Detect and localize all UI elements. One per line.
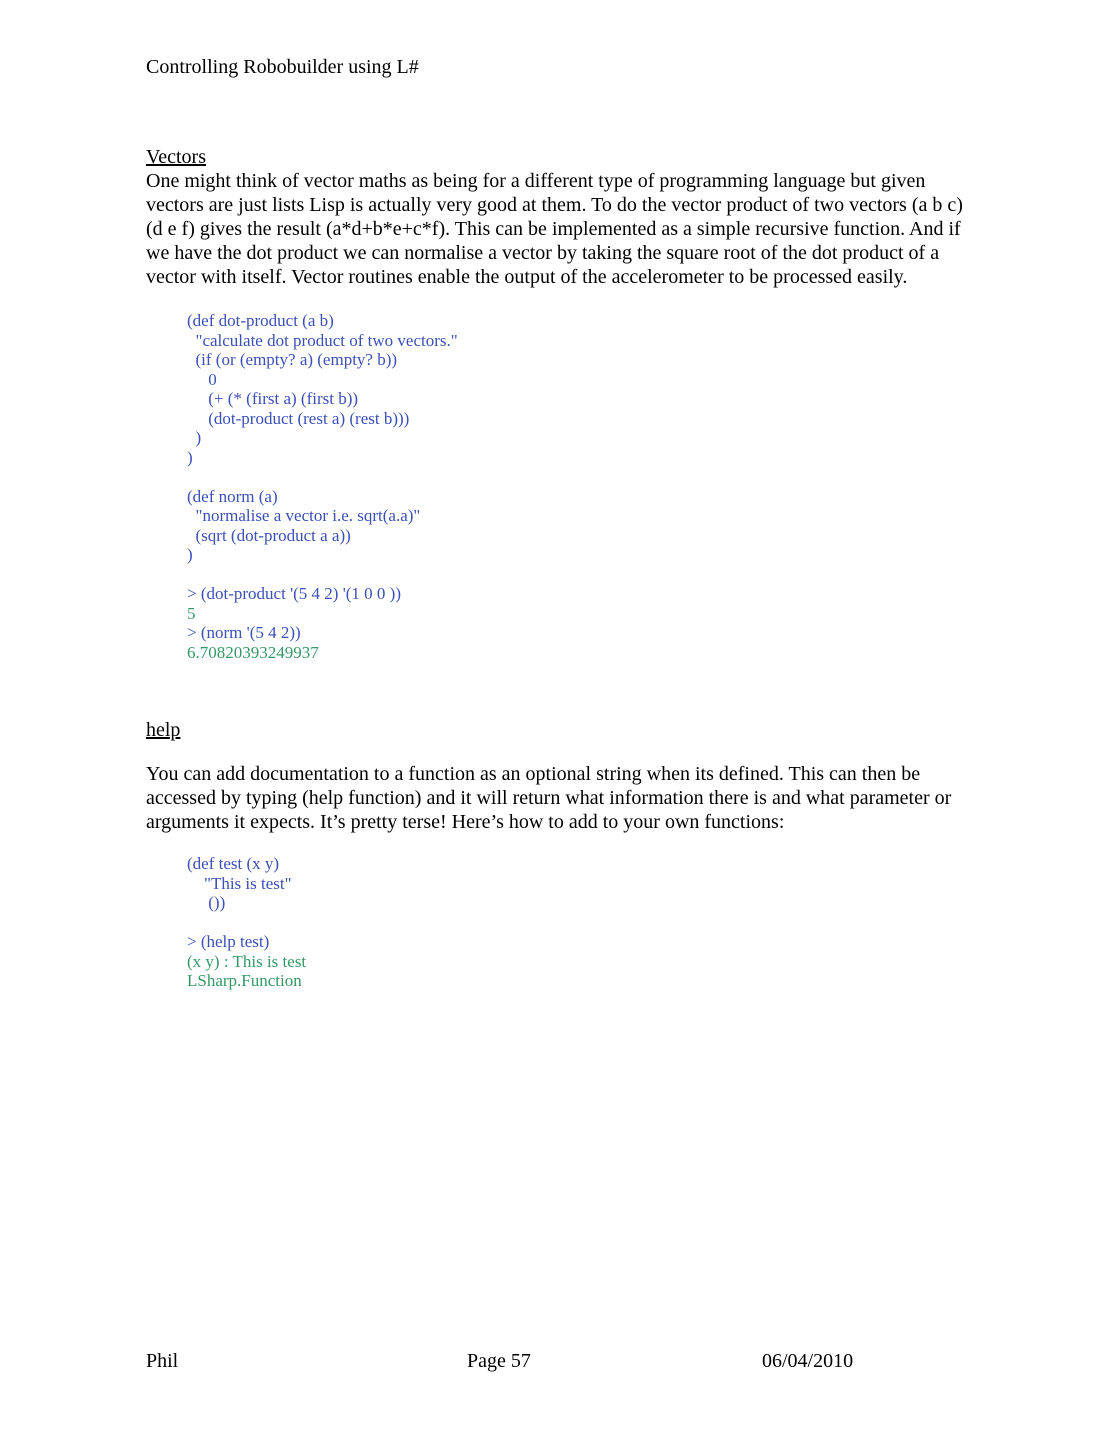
code-line: ) — [187, 447, 193, 467]
code-line: 6.70820393249937 — [187, 642, 319, 662]
page-footer — [0, 1349, 1113, 1373]
code-line — [187, 565, 967, 585]
section-heading-vectors: Vectors — [146, 146, 206, 168]
code-line: ) — [187, 428, 202, 447]
code-line: ) — [187, 545, 193, 564]
code-line: (sqrt (dot-product a a)) — [187, 525, 351, 545]
section-help — [146, 718, 967, 991]
code-block-vectors — [187, 311, 967, 662]
code-block-help — [187, 854, 967, 991]
footer-page-number: Page 57 — [467, 1350, 531, 1372]
help-paragraph: You can add documentation to a function as an optional string when its defined. This can then be accessed by typing (help function) and it will return what information there is and what parameter or arguments it expects. It’s pretty terse! Here’s how to add to your own functions: — [146, 763, 952, 833]
code-line: "This is test" — [187, 873, 292, 893]
code-line: (if (or (empty? a) (empty? b)) — [187, 350, 398, 369]
code-line: (dot-product (rest a) (rest b))) — [187, 408, 410, 428]
code-line: "calculate dot product of two vectors." — [187, 330, 458, 350]
code-line: ()) — [187, 893, 226, 912]
page-header-title: Controlling Robobuilder using L# — [146, 56, 419, 78]
code-line: 0 — [187, 369, 217, 389]
code-line: > (norm '(5 4 2)) — [187, 623, 301, 642]
section-heading-help: help — [146, 719, 181, 741]
footer-date: 06/04/2010 — [762, 1350, 854, 1372]
code-line: 5 — [187, 603, 196, 623]
code-line: (def norm (a) — [187, 486, 278, 506]
code-line: "normalise a vector i.e. sqrt(a.a)" — [187, 506, 421, 525]
code-line — [187, 913, 967, 933]
code-line: > (help test) — [187, 932, 270, 951]
code-line: (def dot-product (a b) — [187, 311, 334, 330]
footer-author: Phil — [146, 1350, 179, 1372]
code-line: (x y) : This is test — [187, 951, 307, 971]
code-line: (def test (x y) — [187, 854, 280, 873]
vectors-paragraph: One might think of vector maths as being for a different type of programming language but given vectors are just lists Lisp is actually very good at them. To do the vector product of two vectors (a b c) (d e f) gives the result (a*d+b*e+c*f). This can be implemented as a simple recursive function. And if we have the dot product we can normalise a vector by taking the square root of the dot product of a vector with itself. Vector routines enable the output of the accelerometer to be processed easily. — [146, 170, 963, 288]
section-vectors — [146, 145, 967, 662]
code-line: (+ (* (first a) (first b)) — [187, 389, 359, 408]
code-line — [187, 467, 967, 487]
code-line: LSharp.Function — [187, 971, 302, 990]
code-line: > (dot-product '(5 4 2) '(1 0 0 )) — [187, 584, 401, 603]
